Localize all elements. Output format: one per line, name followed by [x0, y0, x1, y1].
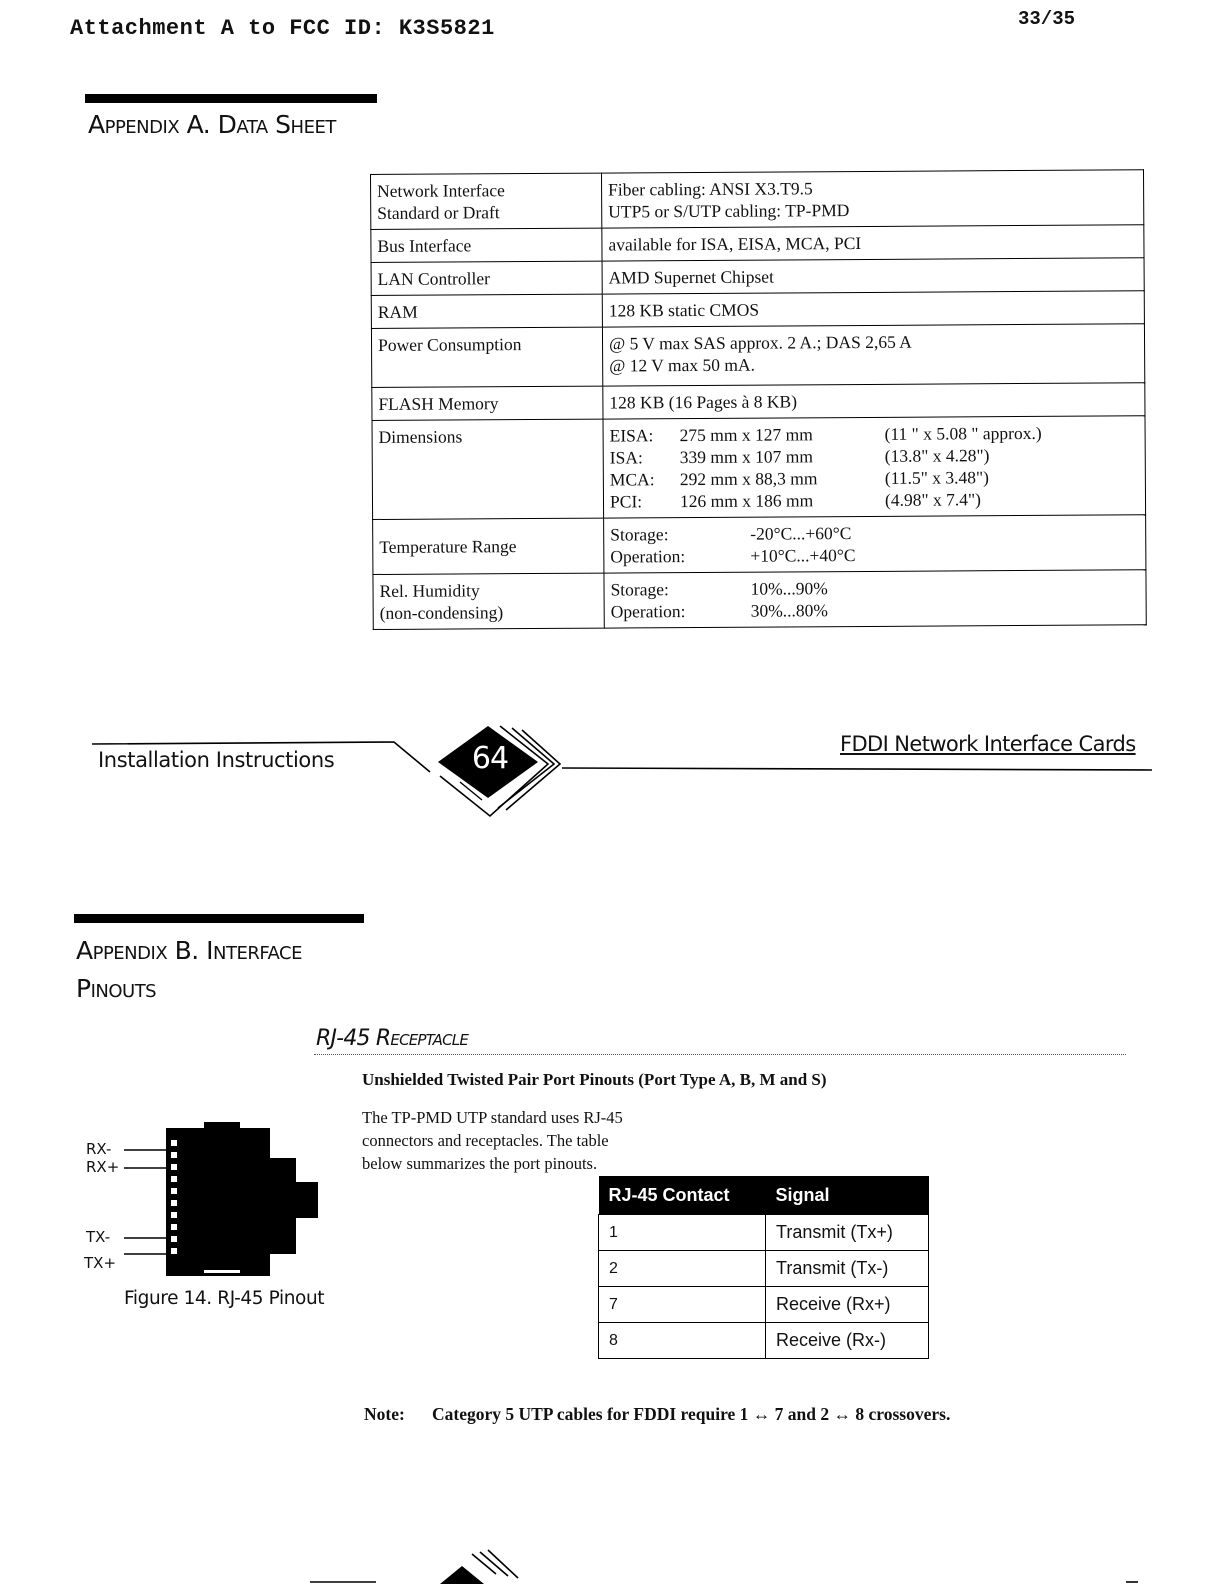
pin-label-tx-plus: TX+: [84, 1254, 117, 1272]
dim-bus: MCA:: [609, 469, 655, 490]
operation-label: Operation:: [610, 601, 686, 622]
table-header-row: [599, 1176, 929, 1215]
utp-paragraph: The TP-PMD UTP standard uses RJ-45 connectors and receptacles. The table below summarizes the port pinouts.: [362, 1108, 623, 1173]
pin-label-rx-plus: RX+: [86, 1158, 120, 1176]
row-value: AMD Supernet Chipset: [602, 258, 1144, 294]
row-label: Rel. Humidity: [379, 580, 480, 601]
rj45-connector-icon: [120, 1120, 330, 1280]
table-row: [599, 1287, 929, 1323]
row-value: @ 12 V max 50 mA.: [609, 354, 755, 376]
pin-label-rx-minus: RX-: [86, 1140, 112, 1158]
table-row: [371, 258, 1144, 296]
data-sheet-table: [370, 169, 1147, 630]
dim-metric: 339 mm x 107 mm: [679, 446, 813, 468]
signal-cell: Transmit (Tx+): [766, 1215, 929, 1251]
footer-banner-fragment: [300, 1548, 1200, 1584]
table-row: [599, 1215, 929, 1251]
signal-cell: Receive (Rx+): [766, 1287, 929, 1323]
banner-right-text: FDDI Network Interface Cards: [840, 732, 1136, 756]
row-label: Bus Interface: [371, 228, 602, 262]
row-label: RAM: [371, 294, 602, 328]
contact-cell: 2: [599, 1251, 766, 1287]
contact-cell: 8: [599, 1323, 766, 1359]
row-value: 128 KB static CMOS: [602, 291, 1144, 327]
contact-cell: 1: [599, 1215, 766, 1251]
crossover-note: [364, 1404, 950, 1425]
table-row: [372, 383, 1145, 421]
table-row: [373, 515, 1146, 575]
row-value: available for ISA, EISA, MCA, PCI: [602, 225, 1144, 261]
table-row: [373, 570, 1146, 630]
signal-cell: Transmit (Tx-): [766, 1251, 929, 1287]
row-label: Network Interface: [377, 180, 505, 201]
table-row: [599, 1251, 929, 1287]
table-row: [372, 416, 1146, 520]
dim-imperial: (4.98" x 7.4"): [884, 489, 982, 510]
appendix-a-title: Appendix A. Data Sheet: [88, 110, 336, 139]
storage-label: Storage:: [610, 524, 669, 545]
row-label: Power Consumption: [371, 327, 602, 387]
row-value: 128 KB (16 Pages à 8 KB): [603, 383, 1145, 419]
section-rule: [85, 94, 377, 103]
table-row: [371, 170, 1144, 230]
appendix-b-title-line: Appendix B. Interface: [76, 936, 302, 965]
page-number: 33/35: [1018, 8, 1076, 30]
figure-caption: Figure 14. RJ-45 Pinout: [124, 1288, 325, 1309]
dim-bus: PCI:: [609, 491, 643, 512]
table-row: [371, 225, 1144, 263]
note-text: Category 5 UTP cables for FDDI require 1 ↔ 7 and 2 ↔ 8 crossovers.: [432, 1404, 951, 1424]
row-label: Standard or Draft: [377, 202, 500, 223]
operation-value: +10°C...+40°C: [750, 545, 856, 566]
dotted-rule: [314, 1054, 1126, 1055]
dim-imperial: (11.5" x 3.48"): [884, 467, 989, 488]
table-row: [599, 1323, 929, 1359]
note-label: Note:: [364, 1404, 405, 1424]
fcc-attachment-header: Attachment A to FCC ID: K3S5821: [70, 16, 495, 41]
dim-imperial: (11 " x 5.08 " approx.): [884, 422, 1042, 444]
table-row: [371, 291, 1144, 329]
dim-metric: 275 mm x 127 mm: [679, 424, 813, 446]
column-header: Signal: [766, 1176, 929, 1215]
operation-label: Operation:: [610, 546, 686, 567]
dimensions-list: [610, 421, 1140, 512]
dim-bus: EISA:: [609, 425, 654, 446]
dim-imperial: (13.8" x 4.28"): [884, 445, 990, 466]
row-value: Fiber cabling: ANSI X3.T9.5: [608, 178, 813, 200]
section-rule: [74, 914, 364, 923]
rj45-heading: RJ-45 Receptacle: [316, 1026, 469, 1051]
page-badge-number: 64: [471, 741, 509, 776]
operation-value: 30%...80%: [750, 600, 829, 621]
pinout-table: [598, 1176, 929, 1359]
row-label: (non-condensing): [379, 602, 504, 623]
pin-label-tx-minus: TX-: [86, 1228, 111, 1246]
storage-value: 10%...90%: [750, 578, 828, 599]
signal-cell: Receive (Rx-): [766, 1323, 929, 1359]
row-label: Dimensions: [372, 419, 604, 519]
row-value: @ 5 V max SAS approx. 2 A.; DAS 2,65 A: [608, 331, 912, 354]
row-label: FLASH Memory: [372, 386, 603, 420]
storage-label: Storage:: [610, 579, 669, 600]
appendix-b-title-line: Pinouts: [76, 974, 157, 1003]
column-header: RJ-45 Contact: [599, 1176, 766, 1215]
contact-cell: 7: [599, 1287, 766, 1323]
appendix-b-title: [76, 932, 302, 1008]
storage-value: -20°C...+60°C: [750, 523, 852, 544]
banner-left-text: Installation Instructions: [98, 748, 335, 772]
row-label: Temperature Range: [373, 518, 604, 574]
row-label: LAN Controller: [371, 261, 602, 295]
dim-metric: 292 mm x 88,3 mm: [679, 468, 818, 490]
table-row: [371, 324, 1144, 388]
dim-metric: 126 mm x 186 mm: [679, 490, 814, 512]
row-value: UTP5 or S/UTP cabling: TP-PMD: [608, 200, 850, 222]
utp-heading: Unshielded Twisted Pair Port Pinouts (Port Type A, B, M and S): [362, 1070, 827, 1089]
dim-bus: ISA:: [609, 447, 643, 468]
